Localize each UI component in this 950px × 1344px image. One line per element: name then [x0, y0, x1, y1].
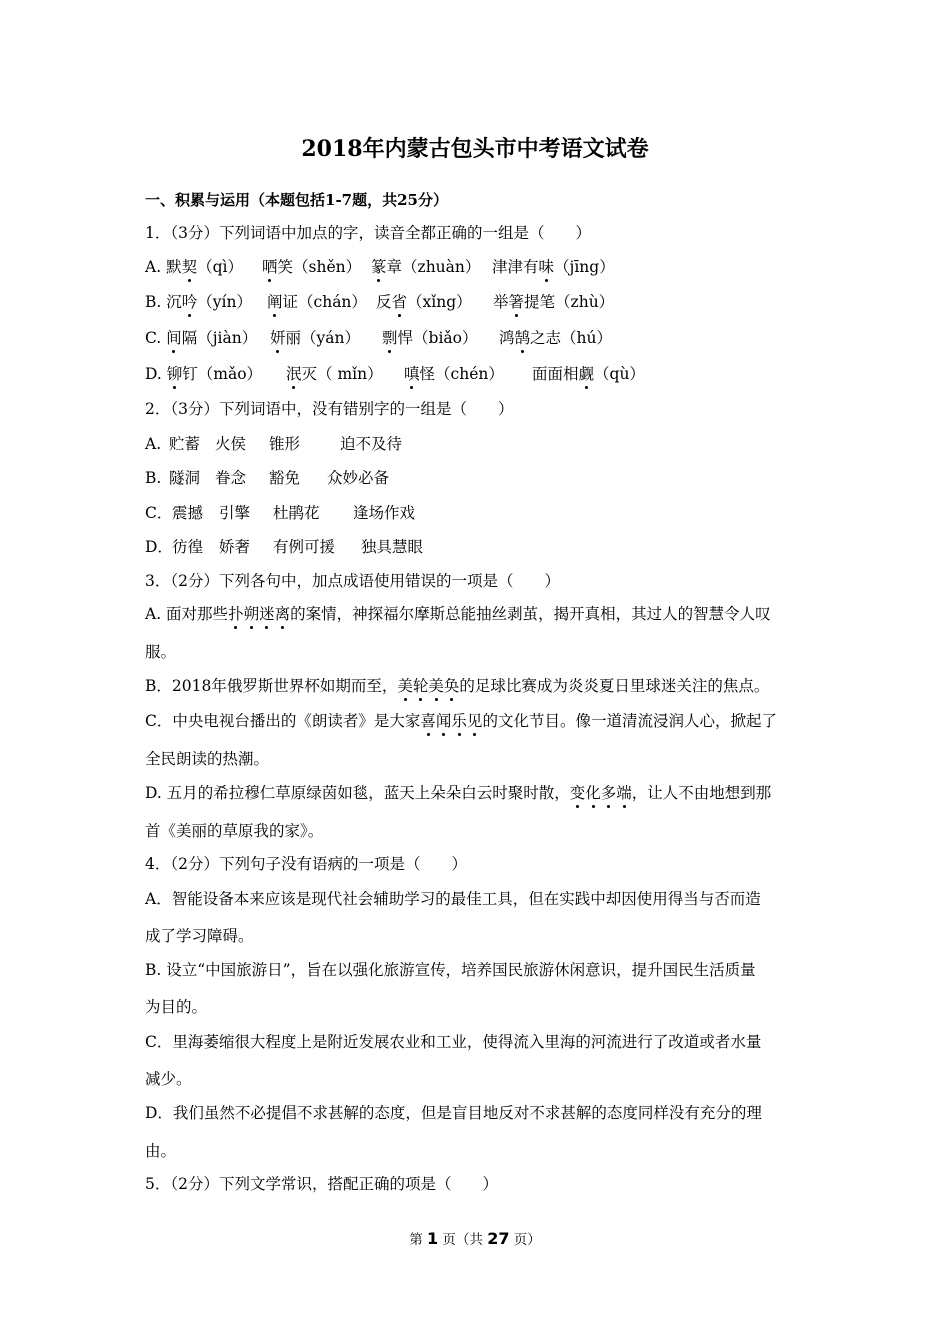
q2-option-b-word2: 眷念 [215, 469, 247, 487]
section-heading: 一、积累与运用（本题包括1-7题，共25分） [145, 191, 448, 209]
q2-option-b-word3: 豁免 [269, 469, 301, 487]
q1-option-a-word4: 津津有味（jīng） [492, 258, 615, 276]
q1-option-d-word4: 面面相觑（qù） [532, 365, 645, 383]
q2-option-a-prefix: A. [145, 435, 167, 453]
q2-option-a-word1: 贮蓄 [169, 435, 201, 453]
q1-option-b: B. 沉吟（yín） [145, 293, 252, 311]
q3-option-a: A. 面对那些扑朔迷离的案情，神探福尔摩斯总能抽丝剥茧，揭开真相，其过人的智慧令人叹 [145, 605, 771, 623]
q3-option-d-cont: 首《美丽的草原我的家》。 [145, 822, 324, 840]
page-number: 1 [427, 1229, 439, 1248]
q1-option-a-word2: 哂笑（shěn） [262, 258, 362, 276]
q2-option-c-word1: 震撼 [172, 504, 204, 522]
q1-option-d: D. 铆钉（mǎo） [145, 365, 263, 383]
q4-option-b: B. 设立“中国旅游日”，旨在以强化旅游宣传，培养国民旅游休闲意识，提升国民生活质量 [145, 961, 756, 979]
q2-option-c-word2: 引擎 [219, 504, 251, 522]
q2-option-c-prefix: C． [145, 504, 173, 522]
q4-option-b-cont: 为目的。 [145, 998, 208, 1016]
q2-option-b-prefix: B. [145, 469, 167, 487]
q1-option-d-word2: 泯灭（ mǐn） [286, 365, 383, 383]
q4-option-a-cont: 成了学习障碍。 [145, 927, 254, 945]
q3-option-c-cont: 全民朗读的热潮。 [145, 750, 270, 768]
q1-option-c-word2: 妍丽（yán） [270, 329, 361, 347]
q2-option-b-word4: 众妙必备 [327, 469, 390, 487]
q4-option-c: C．里海萎缩很大程度上是附近发展农业和工业，使得流入里海的河流进行了改道或者水量 [145, 1033, 762, 1051]
q2-option-c-word3: 杜鹃花 [273, 504, 320, 522]
q3-option-c: C．中央电视台播出的《朗读者》是大家喜闻乐见的文化节目。像一道清流浸润人心，掀起了 [145, 712, 777, 730]
q3-option-b: B．2018年俄罗斯世界杯如期而至，美轮美奂的足球比赛成为炎炎夏日里球迷关注的焦点。 [145, 677, 770, 695]
q2-stem: 2．（3分）下列词语中，没有错别字的一组是（ ） [145, 400, 514, 418]
q2-option-a-word4: 迫不及待 [340, 435, 403, 453]
q1-option-a-word3: 篆章（zhuàn） [371, 258, 481, 276]
q3-idiom-d: 变化多端 [569, 784, 632, 802]
q5-stem: 5．（2分）下列文学常识，搭配正确的项是（ ） [145, 1175, 498, 1193]
page-title: 2018年内蒙古包头市中考语文试卷 [301, 136, 649, 162]
q1-stem: 1．（3分）下列词语中加点的字，读音全都正确的一组是（ ） [145, 224, 591, 242]
q2-option-d-word4: 独具慧眼 [361, 538, 424, 556]
q2-option-b-word1: 隧洞 [169, 469, 201, 487]
q3-idiom-b: 美轮美奂 [397, 677, 460, 695]
q4-option-a: A．智能设备本来应该是现代社会辅助学习的最佳工具，但在实践中却因使用得当与否而造 [145, 890, 761, 908]
q4-stem: 4．（2分）下列句子没有语病的一项是（ ） [145, 855, 467, 873]
q2-option-d-word2: 娇奢 [219, 538, 251, 556]
page-footer: 第 1 页（共 27 页） [409, 1229, 541, 1248]
q1-option-d-word3: 嗔怪（chén） [404, 365, 504, 383]
q2-option-d-word1: 彷徨 [172, 538, 204, 556]
q3-option-d: D. 五月的希拉穆仁草原绿茵如毯，蓝天上朵朵白云时聚时散，变化多端，让人不由地想到那 [145, 784, 772, 802]
q3-stem: 3．（2分）下列各句中，加点成语使用错误的一项是（ ） [145, 572, 560, 590]
q2-option-c-word4: 逢场作戏 [353, 504, 416, 522]
q4-option-d: D．我们虽然不必提倡不求甚解的态度，但是盲目地反对不求甚解的态度同样没有充分的理 [145, 1104, 762, 1122]
q4-option-d-cont: 由。 [145, 1142, 177, 1160]
q2-option-a-word3: 锥形 [269, 435, 301, 453]
q3-option-a-cont: 服。 [145, 643, 177, 661]
q1-option-a: A. 默契（qì） [145, 258, 243, 276]
q2-option-d-prefix: D． [145, 538, 173, 556]
q1-option-c: C. 间隔（jiàn） [145, 329, 258, 347]
q3-idiom-a: 扑朔迷离 [228, 605, 291, 623]
q1-option-c-word3: 剽悍（biǎo） [382, 329, 478, 347]
page-total: 27 [487, 1229, 510, 1248]
q1-option-b-word4: 举箸提笔（zhù） [493, 293, 615, 311]
q3-idiom-c: 喜闻乐见 [420, 712, 483, 730]
q1-option-b-word3: 反省（xǐng） [376, 293, 472, 311]
q2-option-a-word2: 火侯 [215, 435, 247, 453]
q1-option-b-word2: 阐证（chán） [267, 293, 367, 311]
q1-option-c-word4: 鸿鹄之志（hú） [499, 329, 613, 347]
q4-option-c-cont: 减少。 [145, 1070, 192, 1088]
q2-option-d-word3: 有例可援 [273, 538, 336, 556]
